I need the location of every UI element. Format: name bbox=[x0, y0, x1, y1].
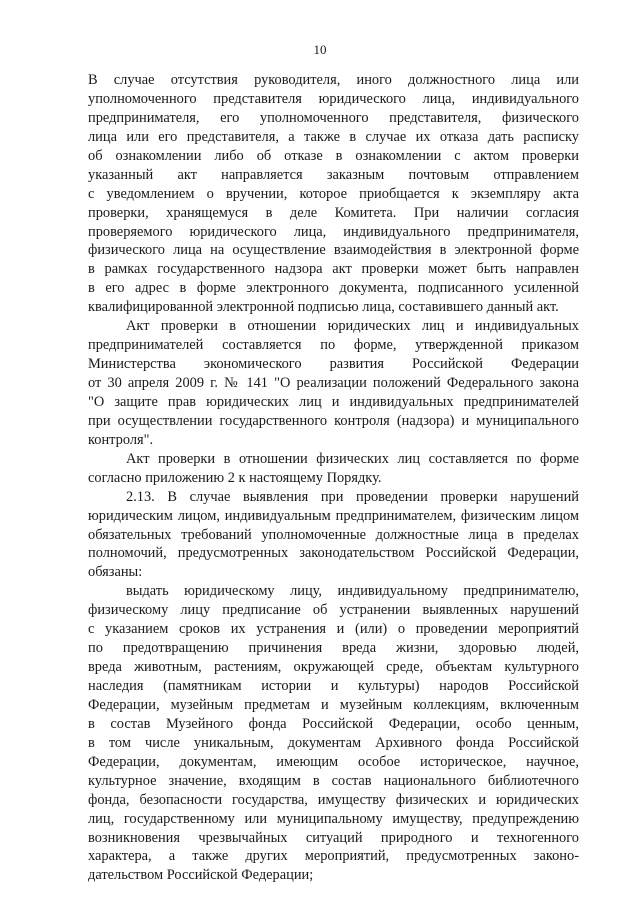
paragraph-line: от 30 апреля 2009 г. № 141 "О реализации положений Федерального закона bbox=[88, 375, 579, 391]
paragraph bbox=[88, 450, 579, 488]
paragraph-line: согласно приложению 2 к настоящему Порядку. bbox=[88, 469, 382, 486]
paragraph-line: при осуществлении государственного контроля (надзора) и муниципального bbox=[88, 412, 579, 429]
paragraph-line: фонда, безопасности государства, имуществу физических и юридических bbox=[88, 791, 579, 808]
paragraph-line: обязательных требований уполномоченные должностные лица в пределах bbox=[88, 526, 579, 543]
paragraph-line: культурное значение, входящим в состав национального библиотечного bbox=[88, 772, 579, 789]
paragraph bbox=[88, 71, 579, 317]
paragraph-line: квалифицированной электронной подписью лица, составившего данный акт. bbox=[88, 299, 559, 316]
paragraph bbox=[88, 317, 579, 450]
paragraph-line: в его адрес в форме электронного документа, подписанного усиленной bbox=[88, 280, 579, 297]
paragraph-line: предпринимателей составляется по форме, утвержденной приказом bbox=[88, 337, 579, 354]
paragraph-line: лица или его представителя, а также в случае их отказа дать расписку bbox=[88, 128, 579, 145]
paragraph-line: В случае отсутствия руководителя, иного должностного лица или bbox=[88, 72, 579, 88]
paragraph bbox=[88, 488, 579, 583]
page-number: 10 bbox=[313, 42, 327, 57]
paragraph-line: наследия (памятникам истории и культуры) народов Российской bbox=[88, 678, 579, 694]
paragraph-line: физическому лицу предписание об устранении выявленных нарушений bbox=[88, 602, 579, 619]
paragraph-line: контроля". bbox=[88, 431, 154, 448]
paragraph-line: выдать юридическому лицу, индивидуальному предпринимателю, bbox=[126, 583, 579, 600]
paragraph-line: по предотвращению причинения вреда жизни, здоровью людей, bbox=[88, 640, 579, 657]
paragraph-line: в состав Музейного фонда Российской Федерации, особо ценным, bbox=[88, 715, 579, 732]
paragraph-line: возникновения чрезвычайных ситуаций природного и техногенного bbox=[88, 829, 579, 846]
paragraph-line: обязаны: bbox=[88, 564, 143, 581]
paragraph-line: вреда животным, растениям, окружающей среде, объектам культурного bbox=[88, 659, 579, 676]
paragraph-line: юридическим лицом, индивидуальным предпринимателем, физическим лицом bbox=[88, 507, 579, 524]
paragraph-line: Федерации, музейным предметам и музейным коллекциям, включенным bbox=[88, 696, 579, 713]
paragraph-line: лиц, государственному или муниципальному имуществу, предупреждению bbox=[88, 810, 579, 827]
paragraph-line: об ознакомлении либо об отказе в ознакомлении с актом проверки bbox=[88, 147, 579, 164]
paragraph-line: проверяемого юридического лица, индивидуального предпринимателя, bbox=[88, 223, 579, 240]
paragraph-line: Федерации, документам, имеющим особое историческое, научное, bbox=[88, 753, 579, 770]
paragraph-line: предпринимателя, его уполномоченного представителя, физического bbox=[88, 109, 579, 126]
paragraph-line: дательством Российской Федерации; bbox=[88, 867, 314, 884]
paragraph-line: Акт проверки в отношении юридических лиц и индивидуальных bbox=[126, 318, 579, 335]
paragraph-line: физического лица на осуществление взаимодействия в электронной форме bbox=[88, 242, 579, 259]
paragraph-line: полномочий, предусмотренных законодательством Российской Федерации, bbox=[88, 545, 579, 562]
paragraph-line: с указанием сроков их устранения и (или) о проведении мероприятий bbox=[88, 621, 579, 638]
paragraph-line: Министерства экономического развития Российской Федерации bbox=[88, 356, 579, 373]
paragraph-line: уполномоченного представителя юридического лица, индивидуального bbox=[88, 90, 579, 107]
paragraph-line: Акт проверки в отношении физических лиц составляется по форме bbox=[126, 450, 579, 467]
paragraph-line: характера, а также других мероприятий, предусмотренных законо- bbox=[88, 848, 579, 865]
document-body bbox=[88, 71, 579, 885]
paragraph-line: "О защите прав юридических лиц и индивидуальных предпринимателей bbox=[88, 393, 579, 410]
paragraph-line: в том числе уникальным, документам Архивного фонда Российской bbox=[88, 734, 579, 751]
paragraph-line: в рамках государственного надзора акт проверки может быть направлен bbox=[88, 261, 579, 278]
paragraph bbox=[88, 582, 579, 885]
paragraph-line: с уведомлением о вручении, которое приобщается к экземпляру акта bbox=[88, 185, 579, 202]
paragraph-line: указанный акт направляется заказным почтовым отправлением bbox=[88, 166, 579, 183]
paragraph-line: проверки, хранящемуся в деле Комитета. При наличии согласия bbox=[88, 204, 579, 221]
paragraph-line: 2.13. В случае выявления при проведении проверки нарушений bbox=[126, 488, 579, 505]
